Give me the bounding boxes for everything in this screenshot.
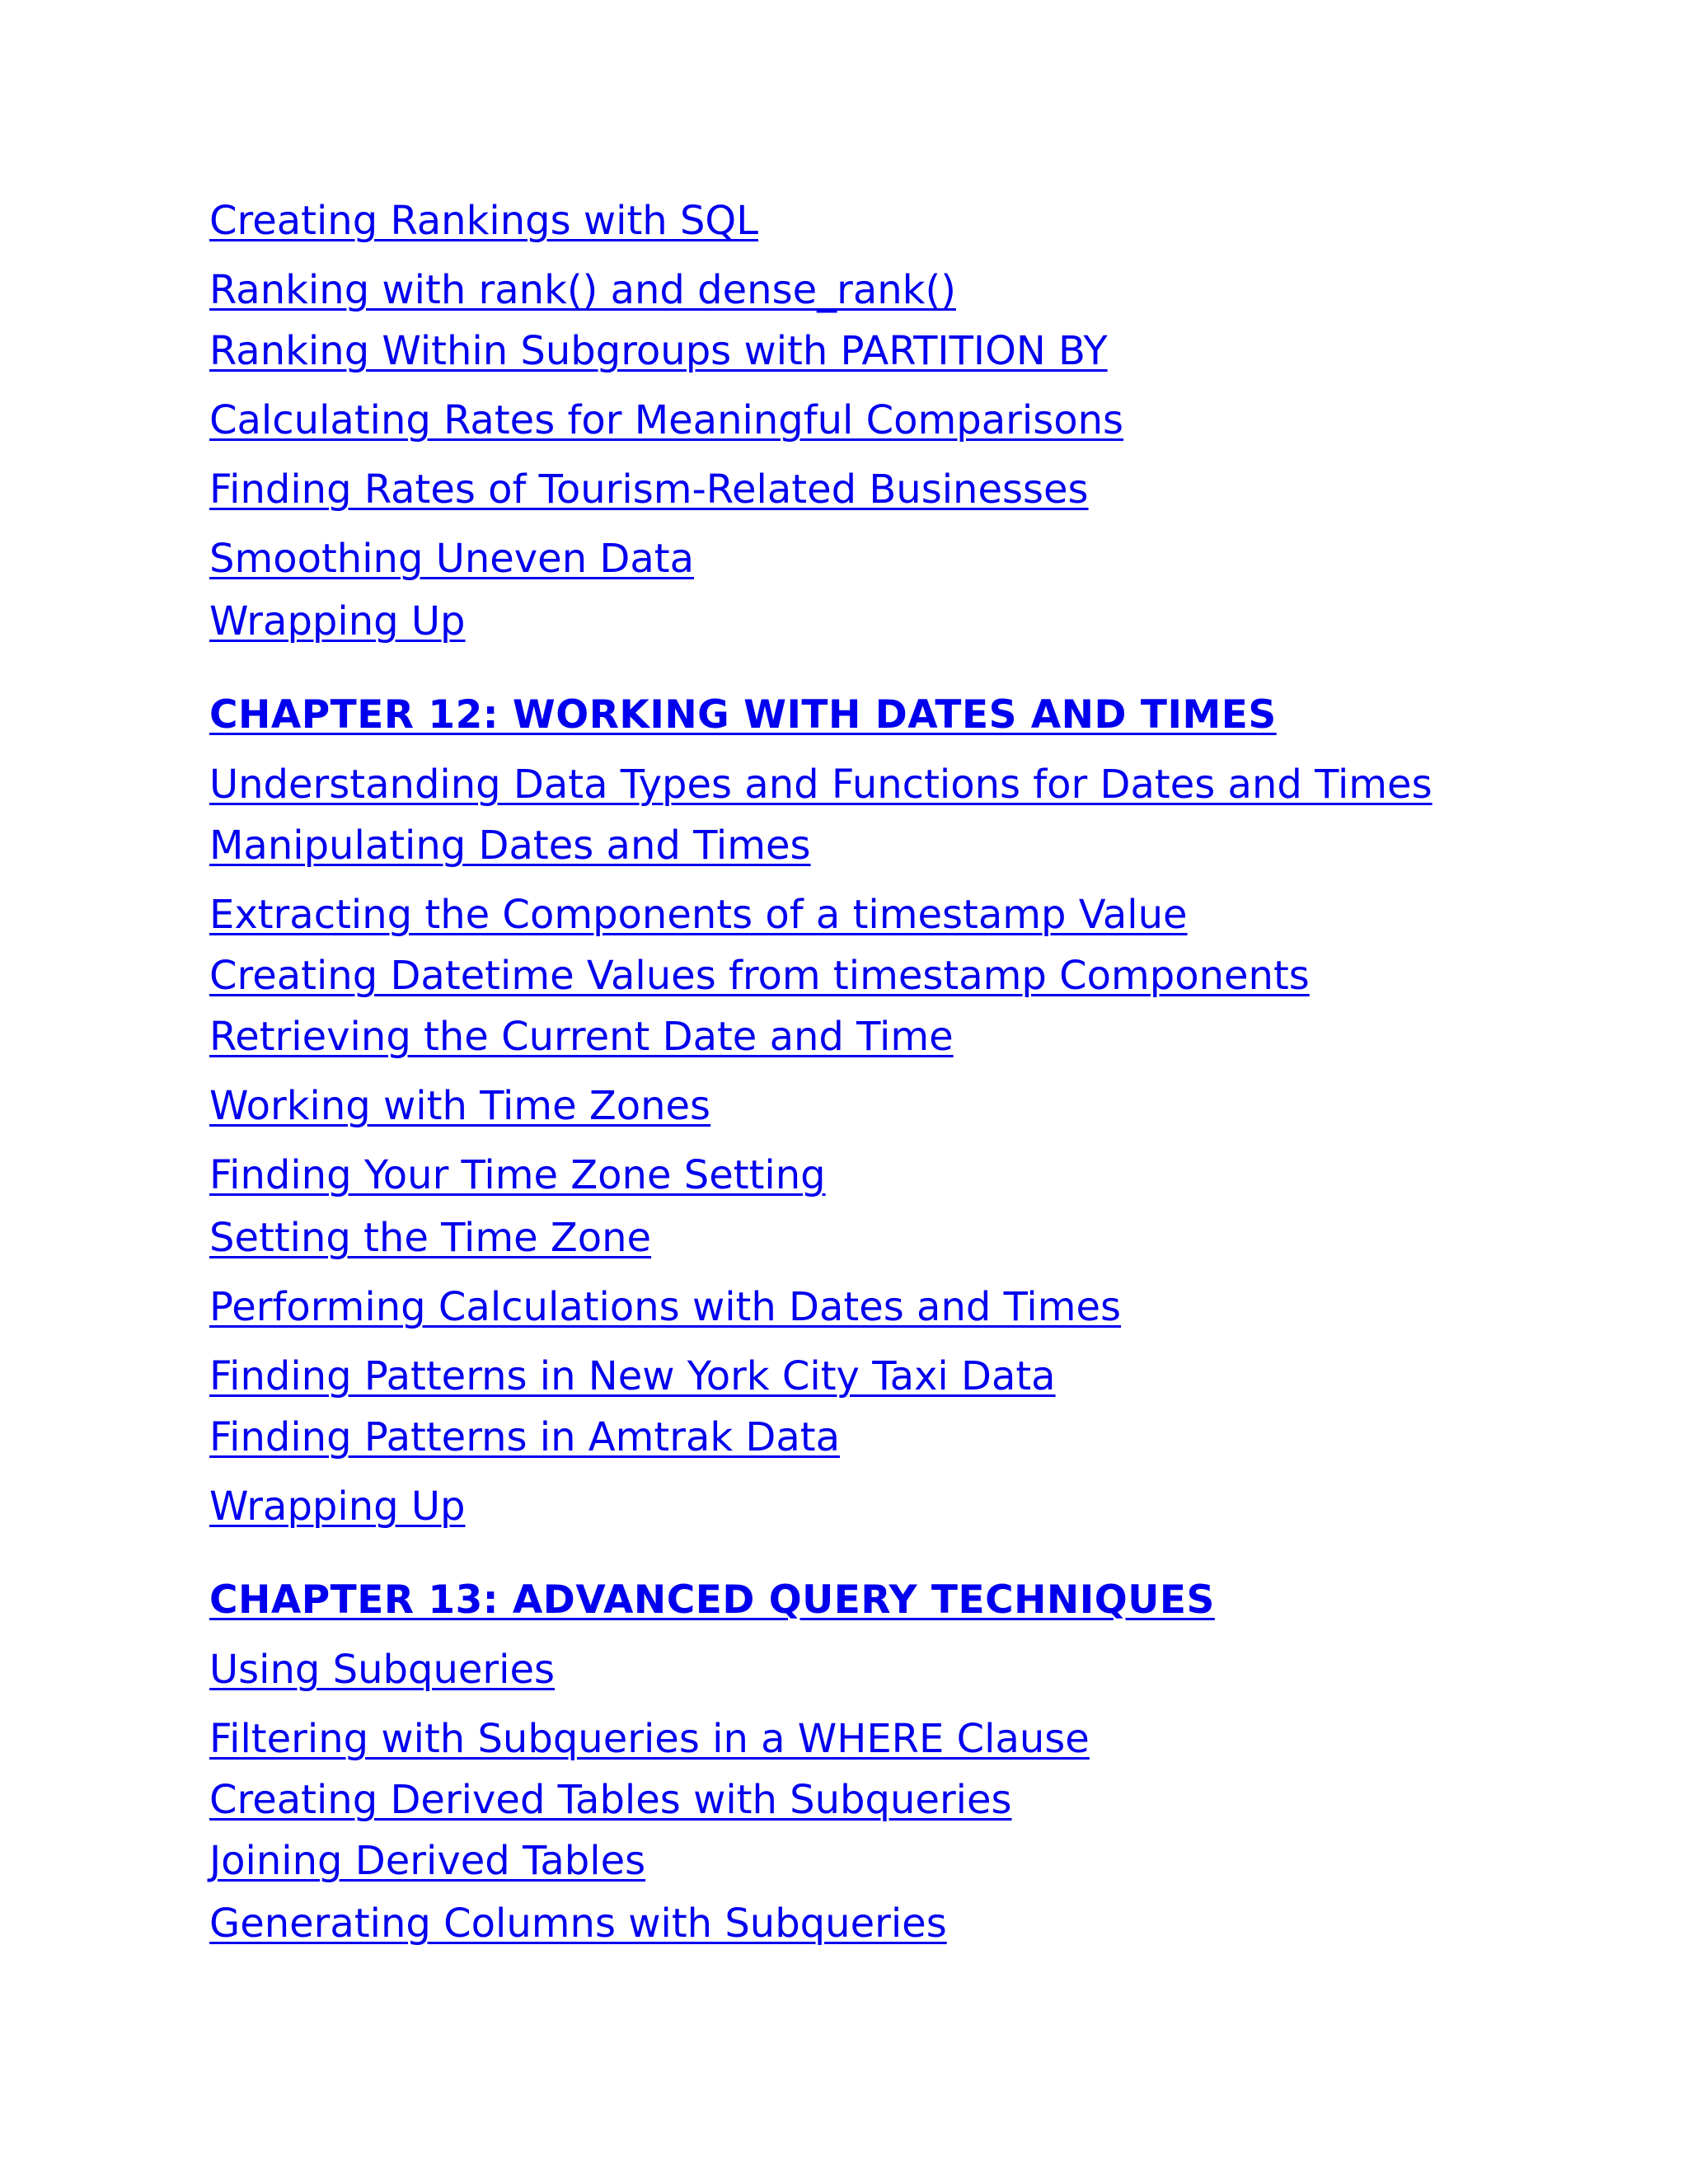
toc-link-extracting-components[interactable]: Extracting the Components of a timestamp Value (209, 892, 1188, 938)
toc-link-smoothing-data[interactable]: Smoothing Uneven Data (209, 536, 694, 582)
toc-link-creating-rankings[interactable]: Creating Rankings with SQL (209, 198, 758, 244)
toc-chapter-12-title[interactable]: CHAPTER 12: WORKING WITH DATES AND TIMES (209, 692, 1277, 738)
toc-link-amtrak-data[interactable]: Finding Patterns in Amtrak Data (209, 1414, 841, 1460)
toc-link-wrapping-up-12[interactable]: Wrapping Up (209, 1483, 466, 1530)
toc-link-current-date-time[interactable]: Retrieving the Current Date and Time (209, 1014, 954, 1060)
toc-link-time-zone-setting[interactable]: Finding Your Time Zone Setting (209, 1152, 826, 1198)
toc-link-joining-derived-tables[interactable]: Joining Derived Tables (209, 1838, 646, 1884)
toc-link-derived-tables[interactable]: Creating Derived Tables with Subqueries (209, 1777, 1012, 1823)
toc-link-calculating-rates[interactable]: Calculating Rates for Meaningful Comparisons (209, 397, 1124, 443)
toc-link-setting-time-zone[interactable]: Setting the Time Zone (209, 1215, 652, 1261)
toc-link-ranking-rank-dense-rank[interactable]: Ranking with rank() and dense_rank() (209, 267, 956, 313)
toc-link-creating-datetime[interactable]: Creating Datetime Values from timestamp Components (209, 953, 1310, 999)
toc-link-taxi-data[interactable]: Finding Patterns in New York City Taxi Data (209, 1353, 1056, 1399)
toc-link-date-calculations[interactable]: Performing Calculations with Dates and Times (209, 1284, 1122, 1330)
toc-link-date-data-types[interactable]: Understanding Data Types and Functions for Dates and Times (209, 762, 1432, 808)
toc-link-generating-columns[interactable]: Generating Columns with Subqueries (209, 1900, 947, 1947)
toc-link-manipulating-dates[interactable]: Manipulating Dates and Times (209, 823, 811, 869)
toc-link-wrapping-up-11[interactable]: Wrapping Up (209, 598, 466, 644)
toc-chapter-13-title[interactable]: CHAPTER 13: ADVANCED QUERY TECHNIQUES (209, 1577, 1215, 1623)
toc-link-ranking-partition-by[interactable]: Ranking Within Subgroups with PARTITION BY (209, 328, 1108, 374)
toc-link-where-subqueries[interactable]: Filtering with Subqueries in a WHERE Clause (209, 1716, 1090, 1762)
toc-link-time-zones[interactable]: Working with Time Zones (209, 1083, 711, 1129)
toc-link-using-subqueries[interactable]: Using Subqueries (209, 1647, 556, 1693)
toc-link-tourism-rates[interactable]: Finding Rates of Tourism-Related Businesses (209, 466, 1089, 513)
